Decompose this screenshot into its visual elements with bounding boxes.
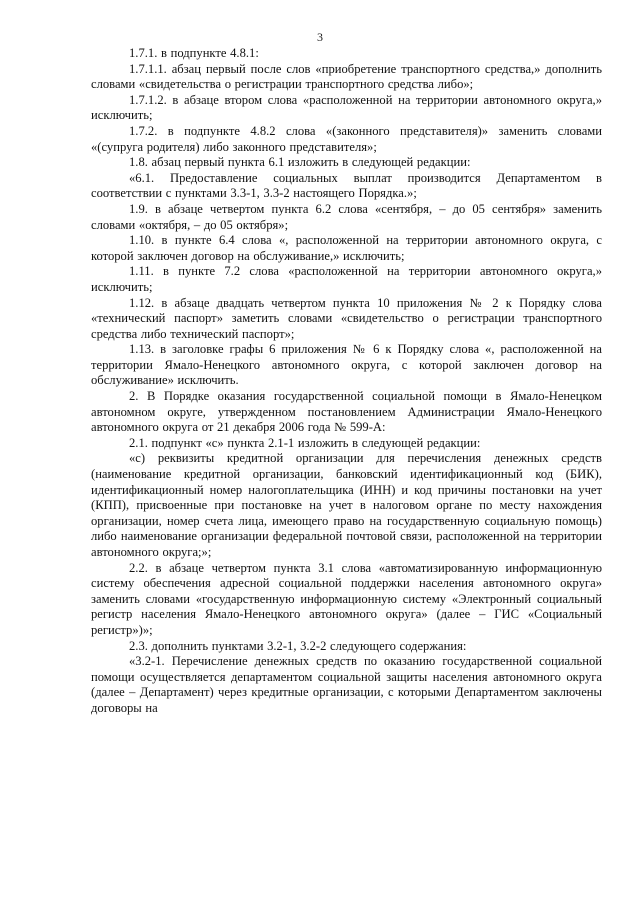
paragraph-2-2: 2.2. в абзаце четвертом пункта 3.1 слова «автоматизированную информационную систему обеспечения адресной социальной поддержки населения автономного округа» заменить словами «государственную информационную систему «Электронный социальный регистр населения Ямало-Ненецкого автономного округа» (далее – ГИС «Социальный регистр»)»; — [91, 560, 602, 637]
paragraph-1-9: 1.9. в абзаце четвертом пункта 6.2 слова «сентября, – до 05 сентября» заменить словами «октября, – до 05 октября»; — [91, 201, 602, 232]
paragraph-1-7-2: 1.7.2. в подпункте 4.8.2 слова «(законного представителя)» заменить словами «(супруга родителя) либо законного представителя»; — [91, 123, 602, 154]
paragraph-1-7-1-1: 1.7.1.1. абзац первый после слов «приобретение транспортного средства,» дополнить словами «свидетельства о регистрации транспортного средства либо»; — [91, 61, 602, 92]
paragraph-c-quote: «с) реквизиты кредитной организации для перечисления денежных средств (наименование кредитной организации, банковский идентификационный код (БИК), идентификационный номер налогоплательщика (ИНН) и код причины постановки на учет (КПП), присвоенные при постановке на учет в налоговом органе по месту нахождения организации, номер счета лица, имеющего право на государственную социальную помощь) либо наименование организации федеральной почтовой связи, расположенной на территории автономного округа;»; — [91, 451, 602, 559]
page-number: 3 — [317, 30, 323, 44]
paragraph-1-11: 1.11. в пункте 7.2 слова «расположенной на территории автономного округа,» исключить; — [91, 264, 602, 294]
document-body — [91, 46, 602, 717]
paragraph-2-1: 2.1. подпункт «с» пункта 2.1-1 изложить в следующей редакции: — [129, 435, 481, 450]
paragraph-1-12: 1.12. в абзаце двадцать четвертом пункта 10 приложения № 2 к Порядку слова «технический паспорт» заметить словами «свидетельство о регистрации транспортного средства либо технический паспорт»; — [91, 295, 602, 341]
paragraph-2: 2. В Порядке оказания государственной социальной помощи в Ямало-Ненецком автономном округе, утвержденном постановлением Администрации Ямало-Ненецкого автономного округа от 21 декабря 2006 года № 599-А: — [91, 389, 602, 435]
paragraph-1-7-1-2: 1.7.1.2. в абзаце втором слова «расположенной на территории автономного округа,» исключить; — [91, 92, 602, 123]
paragraph-1-13: 1.13. в заголовке графы 6 приложения № 6 к Порядку слова «, расположенной на территории Ямало-Ненецкого автономного округа, с которой заключен договор на обслуживание» исключить. — [91, 342, 602, 388]
paragraph-2-3: 2.3. дополнить пунктами 3.2-1, 3.2-2 следующего содержания: — [129, 638, 467, 653]
paragraph-1-10: 1.10. в пункте 6.4 слова «, расположенной на территории автономного округа, с которой заключен договор на обслуживание,» исключить; — [91, 233, 602, 263]
paragraph-1-7-1: 1.7.1. в подпункте 4.8.1: — [129, 46, 259, 60]
paragraph-1-8: 1.8. абзац первый пункта 6.1 изложить в следующей редакции: — [129, 155, 471, 170]
paragraph-3-2-1-quote: «3.2-1. Перечисление денежных средств по оказанию государственной социальной помощи осуществляется департаментом социальной защиты населения автономного округа (далее – Департамент) через кредитные организации, с которыми Департаментом заключены договоры на — [91, 654, 602, 715]
paragraph-6-1-quote: «6.1. Предоставление социальных выплат производится Департаментом в соответствии с пунктами 3.3-1, 3.3-2 настоящего Порядка.»; — [91, 170, 602, 201]
